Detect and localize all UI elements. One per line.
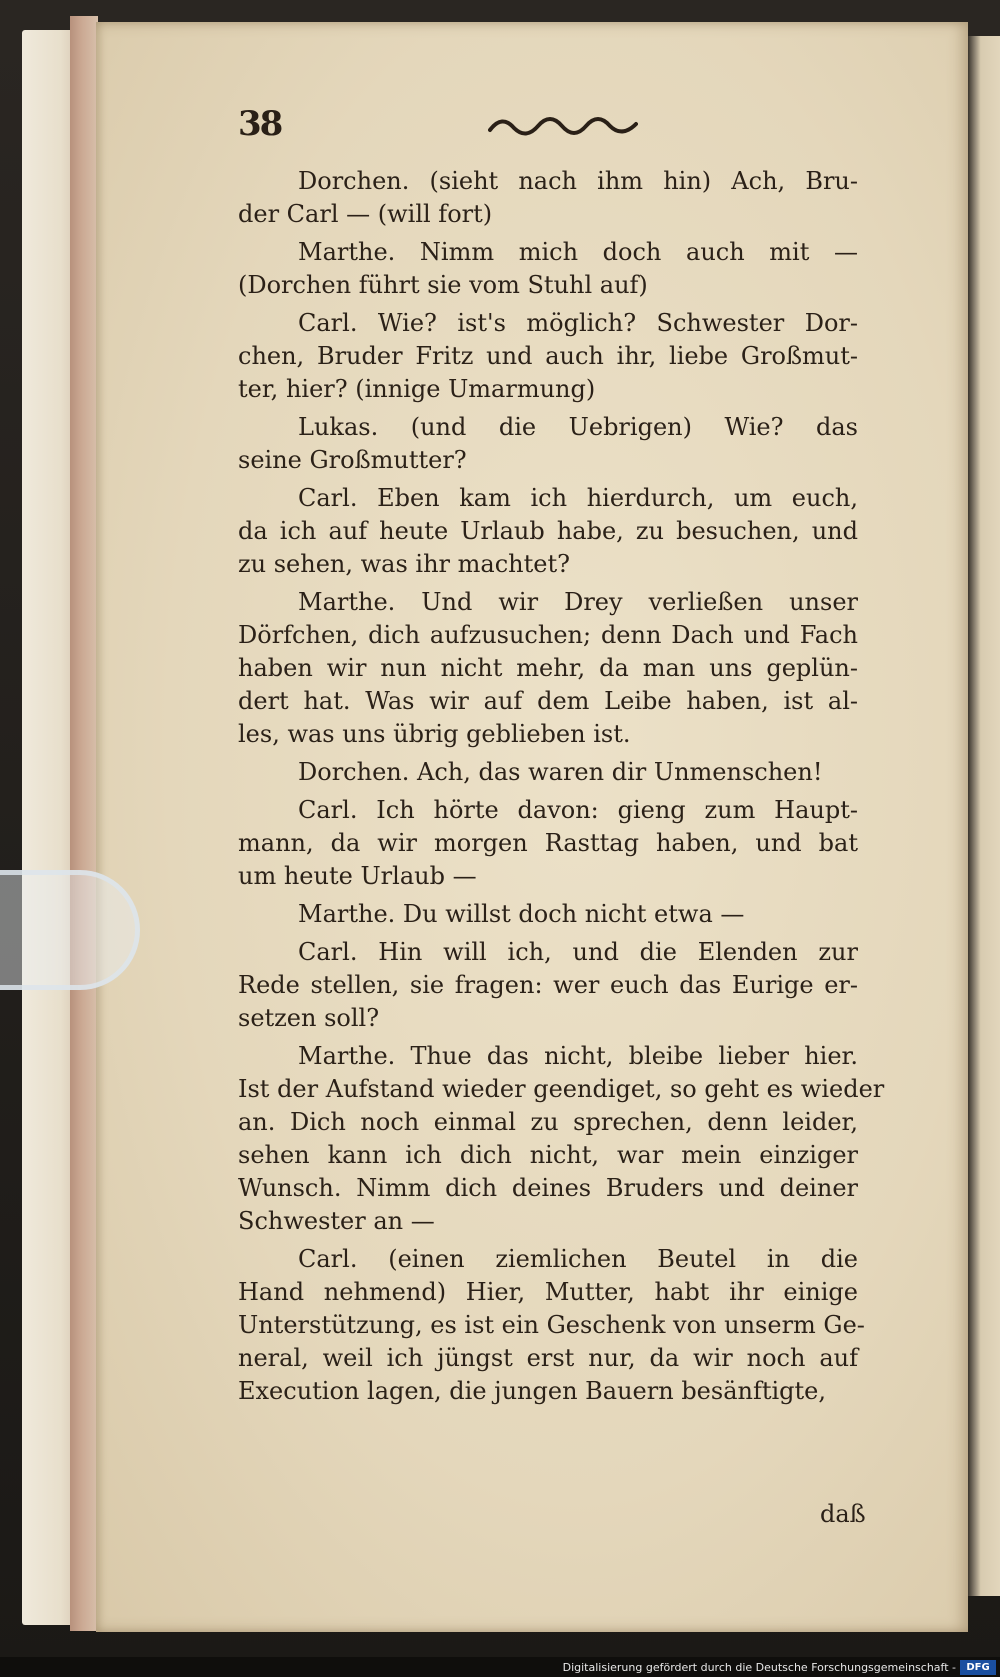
text-line: da ich auf heute Urlaub habe, zu besuchen, und (238, 517, 858, 545)
text-line: ter, hier? (innige Umarmung) (238, 375, 596, 403)
header-ornament (488, 108, 638, 144)
text-line: Dörfchen, dich aufzusuchen; denn Dach und Fach (238, 621, 858, 649)
text-line: Dorchen. Ach, das waren dir Unmenschen! (298, 758, 823, 786)
page-text (238, 165, 885, 1413)
text-line: les, was uns übrig geblieben ist. (238, 720, 631, 748)
text-line: neral, weil ich jüngst erst nur, da wir noch auf (238, 1344, 858, 1372)
text-line: an. Dich noch einmal zu sprechen, denn leider, (238, 1108, 858, 1136)
text-line: der Carl — (will fort) (238, 200, 493, 228)
paragraph (238, 482, 858, 581)
text-line: mann, da wir morgen Rasttag haben, und bat (238, 829, 858, 857)
page-number: 38 (238, 104, 282, 144)
paragraph (238, 1243, 865, 1408)
text-line: setzen soll? (238, 1004, 380, 1032)
text-line: Carl. (einen ziemlichen Beutel in die (298, 1245, 858, 1273)
text-line: um heute Urlaub — (238, 862, 477, 890)
footer-bar (0, 1657, 1000, 1677)
text-line: Marthe. Und wir Drey verließen unser (298, 588, 858, 616)
transparent-page-clip (0, 870, 140, 990)
paragraph (238, 236, 858, 302)
paragraph (238, 898, 858, 931)
text-line: Lukas. (und die Uebrigen) Wie? das (298, 413, 858, 441)
page-header (238, 104, 858, 154)
dfg-logo: DFG (960, 1660, 996, 1675)
text-line: Ist der Aufstand wieder geendiget, so geht es wieder (238, 1075, 885, 1103)
text-line: Marthe. Du willst doch nicht etwa — (298, 900, 745, 928)
text-line: Execution lagen, die jungen Bauern besänftigte, (238, 1377, 827, 1405)
paragraph (238, 165, 858, 231)
text-line: Carl. Ich hörte davon: gieng zum Haupt- (298, 796, 858, 824)
paragraph (238, 756, 858, 789)
text-line: Schwester an — (238, 1207, 435, 1235)
paragraph (238, 411, 858, 477)
text-line: Unterstützung, es ist ein Geschenk von unserm Ge- (238, 1311, 865, 1339)
text-line: Carl. Eben kam ich hierdurch, um euch, (298, 484, 858, 512)
text-line: Carl. Wie? ist's möglich? Schwester Dor- (298, 309, 858, 337)
text-line: Hand nehmend) Hier, Mutter, habt ihr einige (238, 1278, 858, 1306)
text-line: dert hat. Was wir auf dem Leibe haben, ist al- (238, 687, 858, 715)
text-line: haben wir nun nicht mehr, da man uns geplün- (238, 654, 858, 682)
paragraph (238, 1040, 885, 1238)
text-line: Wunsch. Nimm dich deines Bruders und deiner (238, 1174, 858, 1202)
catchword: daß (820, 1500, 866, 1528)
paragraph (238, 936, 858, 1035)
text-line: (Dorchen führt sie vom Stuhl auf) (238, 271, 648, 299)
facing-page-edge (968, 36, 1000, 1596)
text-line: Rede stellen, sie fragen: wer euch das Eurige er- (238, 971, 858, 999)
text-line: seine Großmutter? (238, 446, 467, 474)
page-stack-edge (70, 16, 98, 1631)
text-line: Marthe. Nimm mich doch auch mit — (298, 238, 858, 266)
footer-credit: Digitalisierung gefördert durch die Deutsche Forschungsgemeinschaft - (562, 1661, 956, 1674)
paragraph (238, 307, 858, 406)
text-line: Carl. Hin will ich, und die Elenden zur (298, 938, 858, 966)
text-line: Marthe. Thue das nicht, bleibe lieber hier. (298, 1042, 858, 1070)
text-line: sehen kann ich dich nicht, war mein einziger (238, 1141, 858, 1169)
paragraph (238, 586, 858, 751)
text-line: zu sehen, was ihr machtet? (238, 550, 570, 578)
text-line: Dorchen. (sieht nach ihm hin) Ach, Bru- (298, 167, 858, 195)
paragraph (238, 794, 858, 893)
text-line: chen, Bruder Fritz und auch ihr, liebe Großmut- (238, 342, 858, 370)
